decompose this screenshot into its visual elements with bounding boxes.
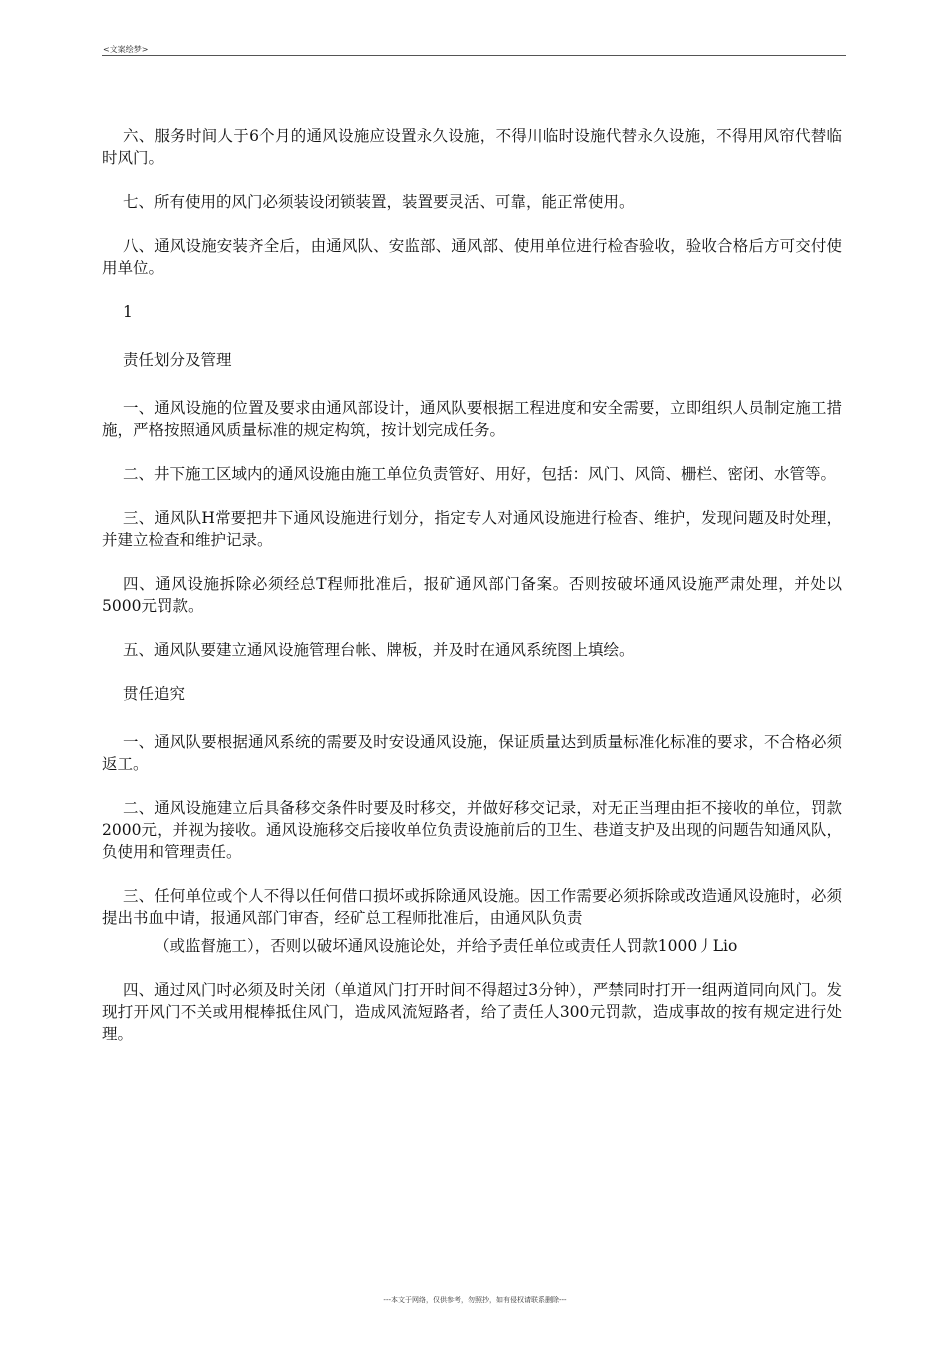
section-heading-responsibility: 责任划分及管理 [123, 351, 232, 369]
accountability-item-2: 二、通风设施建立后具备移交条件时要及时移交，并做好移交记录，对无正当理由拒不接收的单位，罚款2000元，并视为接收。通风设施移交后接收单位负责设施前后的卫生、巷道支护及出现的问题告知通风队，负使用和管理责任。 [102, 799, 842, 861]
page-footer: ---本文于网络，仅供参考，勿照抄，如有侵权请联系删除--- [383, 1296, 567, 1304]
responsibility-item-1: 一、通风设施的位置及要求由通风部设计，通风队要根据工程进度和安全需要，立即组织人员制定施工措施，严格按照通风质量标准的规定构筑，按计划完成任务。 [102, 399, 842, 439]
accountability-item-4: 四、通过风门吋必须及时关闭（单道风门打开时间不得超过3分钟），严禁同时打开一组两道同向风门。发现打开风门不关或用棍棒抵住风门，造成风流短路者，给了责任人300元罚款，造成事故的按有规定进行处理。 [102, 981, 842, 1043]
accountability-item-3: 三、任何单位或个人不得以任何借口损坏或拆除通风设施。因工作需要必须拆除或改造通风设施时，必须提出书血中请，报通风部门审杳，经矿总工程师批准后，由通风队负责 [102, 887, 842, 927]
responsibility-item-3: 三、通风队H常要把井下通风设施进行划分，指定专人对通风设施进行检杳、维护，发现问题及时处理，并建立检查和维护记录。 [102, 509, 842, 549]
section-heading-accountability: 贯任追究 [123, 685, 186, 703]
page-number: 1 [123, 303, 133, 321]
document-body [102, 125, 842, 1067]
paragraph-six: 六、服务时间人于6个月的通风设施应设置永久设施，不得川临时设施代替永久设施，不得用风帘代替临时风门。 [102, 127, 842, 167]
responsibility-item-2: 二、井下施工区域内的通风设施由施工单位负责管好、用好，包括：风门、风筒、栅栏、密闭、水管等。 [123, 465, 837, 483]
accountability-item-1: 一、通风队要根据通风系统的需要及时安设通风设施，保证质量达到质量标准化标准的要求，不合格必须返工。 [102, 733, 842, 773]
paragraph-seven: 七、所有使用的风门必须装设闭锁装置，装置要灵活、可靠，能正常使用。 [123, 193, 635, 211]
accountability-item-3-continuation: （或监督施工），否则以破坏通风设施论处，并给予责任单位或责任人罚款1000丿Lio [154, 937, 738, 955]
responsibility-item-5: 五、通风队要建立通风设施管理台帐、牌板，并及时在通风系统图上填绘。 [123, 641, 635, 659]
header-logo-text: <文案绘梦> [103, 45, 149, 54]
responsibility-item-4: 四、通风设施拆除必须经总T程师批准后，报矿通风部门备案。否则按破坏通风设施严肃处理，并处以5000元罚款。 [102, 575, 842, 615]
paragraph-eight: 八、通风设施安装齐全后，由通风队、安监部、通风部、使用单位进行检杳验收，验收合格后方可交付使用单位。 [102, 237, 842, 277]
header-divider [102, 55, 846, 56]
